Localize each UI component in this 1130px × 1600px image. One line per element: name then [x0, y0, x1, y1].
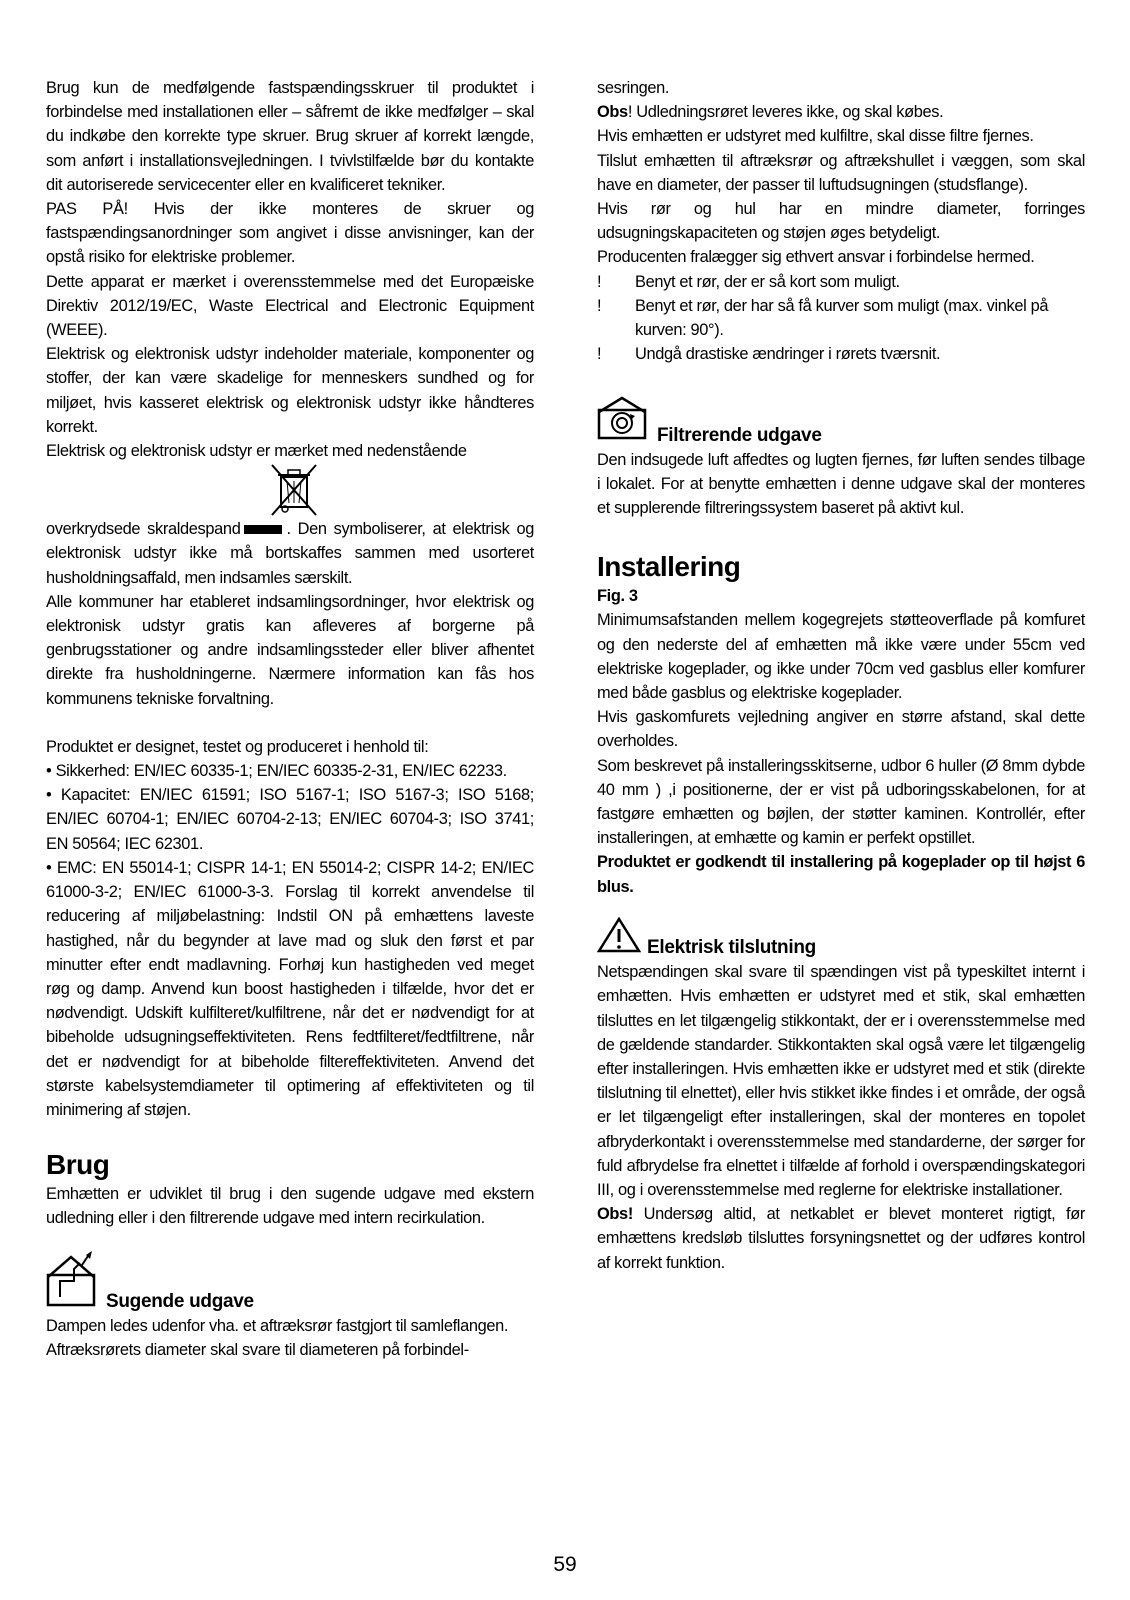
paragraph-collection: Alle kommuner har etableret indsamlingsordninger, hvor elektrisk og elektronisk udstyr gratis kan afleveres af borgerne på genbrugsstationer og andre indsamlingssteder eller bliver afhentet direkte fra husholdningerne. Nærmere information kan fås hos kommunens tekniske forvaltning. [46, 592, 534, 708]
paragraph-sugende-1: Dampen ledes udenfor vha. et aftræksrør fastgjort til samleflangen. [46, 1316, 509, 1335]
paragraph-hazards: Elektrisk og elektronisk udstyr indeholder materiale, komponenter og stoffer, der kan være skadelige for menneskers sundhed og for miljøet, hvis kasseret elektrisk og elektronisk udstyr ikke håndteres korrekt. [46, 345, 534, 436]
paragraph-marking: Elektrisk og elektronisk udstyr er mærket med nedenstående [46, 442, 467, 461]
paragraph-brug: Emhætten er udviklet til brug i den sugende udgave med ekstern udledning eller i den filtrerende udgave med intern recirkulation. [46, 1185, 534, 1228]
paragraph-el-2 [597, 1202, 1085, 1275]
bullet-item [597, 294, 1085, 342]
heading-elektrisk: Elektrisk tilslutning [647, 937, 816, 959]
filtrerende-header [597, 396, 1085, 447]
heading-sugende: Sugende udgave [106, 1290, 254, 1312]
paragraph-r3: Hvis emhætten er udstyret med kulfiltre, skal disse filtre fjernes. [597, 127, 1034, 146]
weee-bar-icon [244, 525, 282, 534]
paragraph-inst-1: Minimumsafstanden mellem kogegrejets støtteoverflade på komfuret og den nederste del af emhætten må ikke være under 55cm ved elektriske kogeplader, og ikke under 70cm ved gasblus eller komfurer med både gasblus og elektriske kogeplader. [597, 611, 1085, 703]
paragraph-filtrerende: Den indsugede luft affedtes og lugten fjernes, før luften sendes tilbage i lokalet. For at benytte emhætten i denne udgave skal der monteres et supplerende filtreringssystem baseret på aktivt kul. [597, 450, 1085, 518]
paragraph-warning: PAS PÅ! Hvis der ikke monteres de skruer og fastspændingsanordninger som angivet i disse anvisninger, kan der opstå risiko for elektriske problemer. [46, 200, 534, 267]
right-column [597, 76, 1085, 1275]
page-number: 59 [553, 1553, 577, 1576]
paragraph-inst-3: Som beskrevet på installeringsskitserne, udbor 6 huller (Ø 8mm dybde 40 mm ) ,i positionerne, der er vist på udboringsskabelonen, for at fastgøre emhætten og bøjlen, der støtter kaminen. Kontrollér, efter installeringen, at emhætte og kamin er perfekt opstillet. [597, 756, 1085, 848]
heading-brug: Brug [46, 1149, 110, 1181]
left-column [46, 76, 534, 1362]
paragraph-screws: Brug kun de medfølgende fastspændingsskruer til produktet i forbindelse med installationen eller – såfremt de ikke medfølger – skal du indkøbe den korrekte type skruer. Brug skruer af korrekt længde, som anført i installationsvejledningen. I tvivlstilfælde bør du kontakte dit autoriserede servicecenter eller en kvalificeret tekniker. [46, 79, 534, 194]
heading-installering: Installering [597, 551, 741, 583]
paragraph-r2 [597, 100, 1085, 124]
warning-triangle-icon [597, 917, 641, 960]
obs-text: Undersøg altid, at netkablet er blevet monteret rigtigt, før emhættens kredsløb tilsluttes forsyningsnettet og der udføres kontrol af korrekt funktion. [597, 1205, 1085, 1272]
bullet-item [597, 342, 1085, 366]
paragraph-inst-2: Hvis gaskomfurets vejledning angiver en større afstand, skal dette overholdes. [597, 708, 1085, 751]
paragraph-sugende-2: Aftræksrørets diameter skal svare til diameteren på forbindel- [46, 1340, 469, 1359]
paragraph-bin-symbol [46, 517, 534, 590]
bullet-text: Undgå drastiske ændringer i rørets tværsnit. [635, 345, 941, 364]
heading-filtrerende: Filtrerende udgave [657, 424, 822, 446]
bullet-mark: ! [597, 296, 602, 315]
obs-label: Obs! [597, 1205, 633, 1224]
paragraph-el-1: Netspændingen skal svare til spændingen vist på typeskiltet internt i emhætten. Hvis emhætten er udstyret med et stik, skal emhætten tilsluttes en let tilgængelig stikkontakt, der er i overensstemmelse med de gældende standarder. Stikkontakten skal også være let tilgængelig efter installeringen. Hvis emhætten ikke er udstyret med et stik (direkte tilslutning til elnettet), eller hvis stikket ikke findes i et område, der også er let tilgængeligt efter installeringen, skal der monteres en topolet afbryderkontakt i overensstemmelse med standarderne, der sørger for fuld afbrydelse fra elnettet i tilfælde af forhold i overspændingskategori III, og i overensstemmelse med reglerne for elektriske installationer. [597, 963, 1085, 1199]
paragraph-r6: Producenten fralægger sig ethvert ansvar i forbindelse hermed. [597, 248, 1035, 267]
obs-label: Obs [597, 103, 628, 122]
bullet-item [597, 270, 1085, 294]
paragraph-safety: • Sikkerhed: EN/IEC 60335-1; EN/IEC 60335-2-31, EN/IEC 62233. [46, 762, 507, 781]
house-chimney-icon [46, 1251, 100, 1314]
weee-bin-icon [46, 463, 534, 517]
paragraph-r5: Hvis rør og hul har en mindre diameter, forringes udsugningskapaciteten og støjen øges betydeligt. [597, 200, 1085, 243]
paragraph-capacity: • Kapacitet: EN/IEC 61591; ISO 5167-1; ISO 5167-3; ISO 5168; EN/IEC 60704-1; EN/IEC 60704-2-13; EN/IEC 60704-3; ISO 3741; EN 50564; IEC 62301. [46, 786, 534, 853]
sugende-header [46, 1251, 534, 1314]
bin-text-a: overkrydsede skraldespand [46, 520, 241, 539]
bullet-mark: ! [597, 345, 602, 364]
figure-reference: Fig. 3 [597, 587, 638, 606]
bullet-text: Benyt et rør, der har så få kurver som muligt (max. vinkel på kurven: 90°). [635, 296, 1049, 340]
paragraph-weee-directive: Dette apparat er mærket i overensstemmelse med det Europæiske Direktiv 2012/19/EC, Waste Electrical and Electronic Equipment (WEEE). [46, 272, 534, 340]
paragraph-r4: Tilslut emhætten til aftræksrør og aftrækshullet i væggen, som skal have en diameter, der passer til luftudsugningen (studsflange). [597, 151, 1085, 194]
filter-recirculation-icon [597, 396, 651, 447]
elektrisk-header [597, 917, 1085, 960]
bullet-text: Benyt et rør, der er så kort som muligt. [635, 272, 900, 291]
paragraph-inst-bold: Produktet er godkendt til installering på kogeplader op til højst 6 blus. [597, 853, 1085, 896]
paragraph-r1: sesringen. [597, 79, 670, 97]
bullet-mark: ! [597, 272, 602, 291]
paragraph-standards-intro: Produktet er designet, testet og produceret i henhold til: [46, 737, 429, 756]
bin-text-b: . Den symboliserer, at elektrisk og elektronisk udstyr ikke må bortskaffes sammen med usorteret husholdningsaffald, men indsamles særskilt. [46, 520, 534, 587]
paragraph-emc: • EMC: EN 55014-1; CISPR 14-1; EN 55014-2; CISPR 14-2; EN/IEC 61000-3-2; EN/IEC 61000-3-3. Forslag til korrekt anvendelse til reducering af miljøbelastning: Indstil ON på emhættens laveste hastighed, når du begynder at lave mad og sluk den først et par minutter efter endt madlavning. Forhøj kun hastigheden ved meget røg og damp. Anvend kun boost hastigheden i tilfælde, hvor det er nødvendigt. Udskift kulfilteret/kulfiltrene, når det er nødvendigt for at bibeholde udsugningseffektiviteten. Rens fedtfilteret/fedtfiltrene, når det er nødvendigt for at bibeholde filtereffektiviteten. Anvend det største kabelsystemdiameter til optimering af effektiviteten og til minimering af støjen. [46, 858, 534, 1119]
obs-text: ! Udledningsrøret leveres ikke, og skal købes. [627, 103, 944, 122]
